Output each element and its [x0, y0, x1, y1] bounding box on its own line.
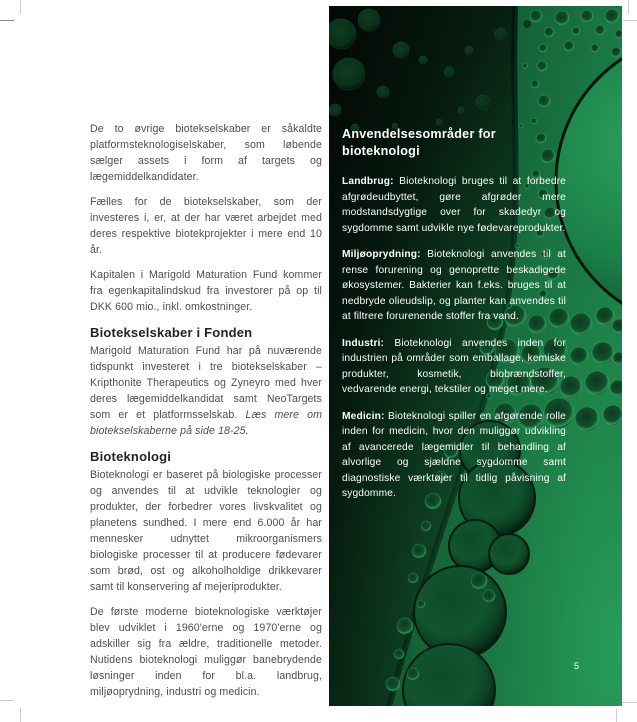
page-number: 5 [574, 661, 580, 671]
crop-mark-top-right-v [628, 0, 629, 14]
intro-paragraph-1: De to øvrige biotekselskaber er såkaldte platformsteknologiselskaber, som løbende sælger assets i form af targets og lægemiddelkandidater. [90, 123, 322, 183]
intro-paragraph-3: Kapitalen i Marigold Maturation Fund kommer fra egenkapitalindskud fra investorer på op til DKK 600 mio., inkl. omkostninger. [90, 269, 322, 313]
sidebar-item-text: Bioteknologi anvendes inden for industrien på områder som emballage, kemiske produkter, kosmetik, biobrændstoffer, vedvarende energi, tekstiler og meget mere. [342, 337, 566, 395]
sidebar-image-panel [329, 6, 622, 706]
section-heading-bioteknologi: Bioteknologi [90, 449, 172, 464]
sidebar-item-industri [342, 336, 566, 398]
crop-mark-bottom-right-h [622, 702, 637, 703]
sidebar-item-label: Medicin: [342, 410, 385, 422]
sidebar-item-miljoeoprydning [342, 247, 566, 325]
intro-paragraph-2: Fælles for de biotekselskaber, som der investeres i, er, at der har været arbejdet med deres respektive biotekprojekter i mere end 10 år. [90, 196, 322, 256]
sidebar-item-label: Miljøoprydning: [342, 249, 421, 260]
sidebar-item-landbrug [342, 174, 566, 236]
sidebar-heading: Anvendelsesområder for bioteknologi [342, 127, 496, 158]
crop-mark-bottom-left-v [20, 708, 21, 722]
crop-mark-bottom-left-h [0, 700, 14, 701]
crop-mark-top-left-h [0, 20, 14, 21]
left-text-column [90, 121, 322, 709]
bioteknologi-paragraph-1: Bioteknologi er baseret på biologiske processer og anvendes til at udvikle teknologier og produkter, der forbedrer vores livskvalitet og planetens sundhed. I mere end 6.000 år har mennesker udnyttet mikroorganismers biologiske processer til at producere fødevarer som brød, ost og alkoholholdige drikkevarer samt til konservering af mejeriprodukter. [90, 469, 322, 593]
crop-mark-bottom-right-v [616, 709, 617, 722]
crop-mark-top-right-h [623, 20, 637, 21]
section-body-italic: Læs mere om biotekselskaberne på side 18-25. [90, 409, 322, 437]
sidebar-item-text: Bioteknologi bruges til at forbedre afgrødeudbyttet, gøre afgrøder mere modstandsdygtige over for skadedyr og sygdomme samt udvikle nye fødevareprodukter. [342, 176, 566, 234]
sidebar-item-label: Landbrug: [342, 176, 394, 187]
section-paragraph-biotekselskaber [90, 343, 322, 439]
section-heading-biotekselskaber: Biotekselskaber i Fonden [90, 325, 253, 340]
sidebar-item-medicin [342, 409, 566, 502]
sidebar-item-text: Bioteknologi spiller en afgørende rolle inden for medicin, hvor den muliggør udvikling af avancerede lægemidler til behandling af alvorlige og sjældne sygdomme samt diagnostiske værktøjer til tidlig påvisning af sygdomme. [342, 410, 566, 499]
section-body: Marigold Maturation Fund har på nuværende tidspunkt investeret i tre biotekselskaber – Kripthonite Therapeutics og Zyneyro med hver deres lægemiddelkandidat samt NeoTargets som er et platformsselskab. [90, 345, 322, 421]
sidebar-item-label: Industri: [342, 337, 385, 349]
sidebar-text [342, 126, 566, 513]
crop-mark-top-left-v [20, 0, 21, 14]
bioteknologi-paragraph-2: De første moderne bioteknologiske værktøjer blev udviklet i 1960'erne og 1970'erne og adskiller sig fra ældre, traditionelle metoder. Nutidens bioteknologi muliggør banebrydende løsninger inden for bl.a. landbrug, miljøoprydning, industri og medicin. [90, 606, 322, 698]
sidebar-item-text: Bioteknologi anvendes til at rense forurening og genoprette beskadigede økosystemer. Bakterier kan f.eks. bruges til at nedbryde olieudslip, og planter kan anvendes til at filtrere forurenende stoffer fra vand. [342, 249, 566, 322]
